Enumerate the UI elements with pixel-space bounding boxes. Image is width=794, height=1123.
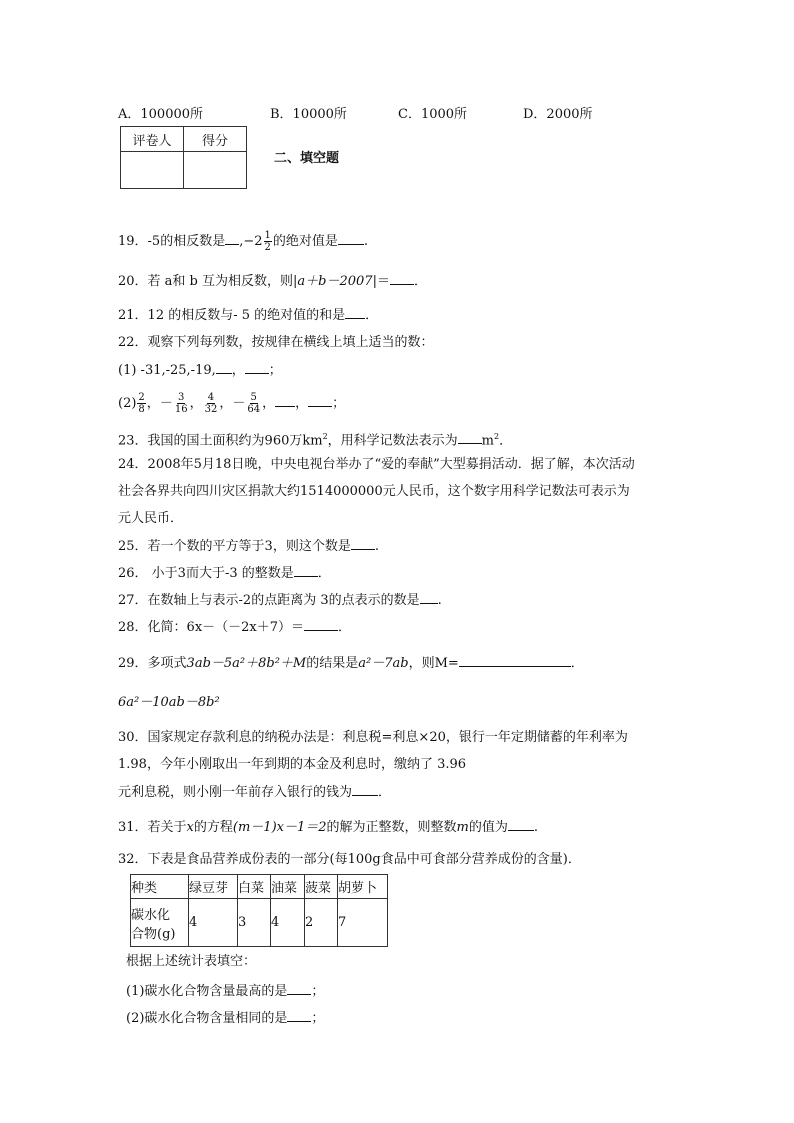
question-20: 20．若 a和 b 互为相反数，则|a＋b－2007|＝ ． [118, 274, 427, 289]
fraction-4-32: $\frac{4}{32}$ [204, 392, 218, 415]
question-30-line-1: 30．国家规定存款利息的纳税办法是：利息税=利息×20，银行一年定期储蓄的年利率为 [118, 730, 628, 745]
question-29-answer: 6a²－10ab－8b² [118, 695, 220, 710]
nutrition-table-header: 油菜 [271, 875, 305, 899]
score-table-header-grader: 评卷人 [121, 127, 184, 152]
question-24-line-1: 24．2008年5月18日晚，中央电视台举办了“爱的奉献”大型募捐活动．据了解，本次活动 [118, 457, 635, 472]
nutrition-table-row-label: 碳水化 合物(g) [131, 899, 189, 947]
nutrition-table-header: 种类 [131, 875, 189, 899]
question-30-line-3: 元利息税，则小刚一年前存入银行的钱为 ． [118, 785, 392, 800]
fraction-5-64: $\frac{5}{64}$ [247, 392, 261, 415]
choice-a: A．100000所 [118, 107, 204, 122]
nutrition-table-cell: 7 [338, 899, 388, 947]
question-28: 28．化简：6x－（－2x＋7）＝ ． [118, 620, 352, 635]
question-32-intro: 根据上述统计表填空： [126, 954, 257, 969]
question-25: 25．若一个数的平方等于3，则这个数是 . [118, 539, 379, 554]
question-21: 21．12 的相反数与- 5 的绝对值的和是 ． [118, 308, 379, 323]
fraction-2-8: $\frac{2}{8}$ [138, 392, 145, 415]
question-23: 23．我国的国土面积约为960万$km^2$，用科学记数法表示为 $m^2$． [118, 432, 513, 449]
nutrition-table-cell: 4 [271, 899, 305, 947]
question-26: 26． 小于3而大于-3 的整数是 ． [118, 566, 331, 581]
choice-b: B．10000所 [270, 107, 347, 122]
nutrition-table [130, 874, 388, 947]
nutrition-table-cell: 3 [238, 899, 271, 947]
question-19: 19．-5的相反数是 ,−2 $\frac{1}{2}$ 的绝对值是 . [118, 230, 369, 253]
nutrition-table-header: 胡萝卜 [338, 875, 388, 899]
section-title: 二、填空题 [274, 151, 340, 166]
nutrition-table-cell: 4 [189, 899, 238, 947]
nutrition-table-header: 菠菜 [305, 875, 338, 899]
question-32-sub-1: (1)碳水化合物含量最高的是 ； [126, 984, 325, 999]
nutrition-table-cell: 2 [305, 899, 338, 947]
score-table-cell-score [184, 152, 247, 189]
question-22-part-2: (2) $\frac{2}{8}$ ，－ $\frac{3}{16}$ ， $\frac{4}{32}$ ，－ $\frac{5}{64}$ ， ， ； [118, 392, 346, 415]
nutrition-table-header: 绿豆芽 [189, 875, 238, 899]
fraction-1-2: $\frac{1}{2}$ [264, 230, 271, 253]
fraction-3-16: $\frac{3}{16}$ [174, 392, 188, 415]
question-31: 31．若关于x的方程(m－1)x－1＝2的解为正整数，则整数m的值为 . [118, 820, 539, 835]
score-table-header-score: 得分 [184, 127, 247, 152]
question-32-sub-2: (2)碳水化合物含量相同的是 ； [126, 1011, 325, 1026]
nutrition-table-header: 白菜 [238, 875, 271, 899]
question-29: 29．多项式3ab－5a²＋8b²＋M的结果是a²－7ab，则M= ． [118, 656, 584, 671]
score-table-cell-grader [121, 152, 184, 189]
question-27: 27．在数轴上与表示-2的点距离为 3的点表示的数是 . [118, 593, 442, 608]
question-22: 22．观察下列每列数，按规律在横线上填上适当的数： [118, 335, 434, 350]
question-22-part-1: (1) -31,-25,-19, ， ； [118, 363, 282, 378]
question-24-line-2: 社会各界共向四川灾区捐款大约1514000000元人民币，这个数字用科学记数法可表示为 [118, 484, 630, 499]
question-30-line-2: 1.98，今年小刚取出一年到期的本金及利息时，缴纳了 3.96 [118, 757, 467, 772]
choice-d: D．2000所 [523, 107, 593, 122]
question-24-line-3: 元人民币． [118, 511, 184, 526]
question-32: 32．下表是食品营养成份表的一部分(每100g食品中可食部分营养成份的含量)． [118, 852, 581, 867]
score-table [120, 126, 247, 189]
choice-c: C．1000所 [398, 107, 468, 122]
